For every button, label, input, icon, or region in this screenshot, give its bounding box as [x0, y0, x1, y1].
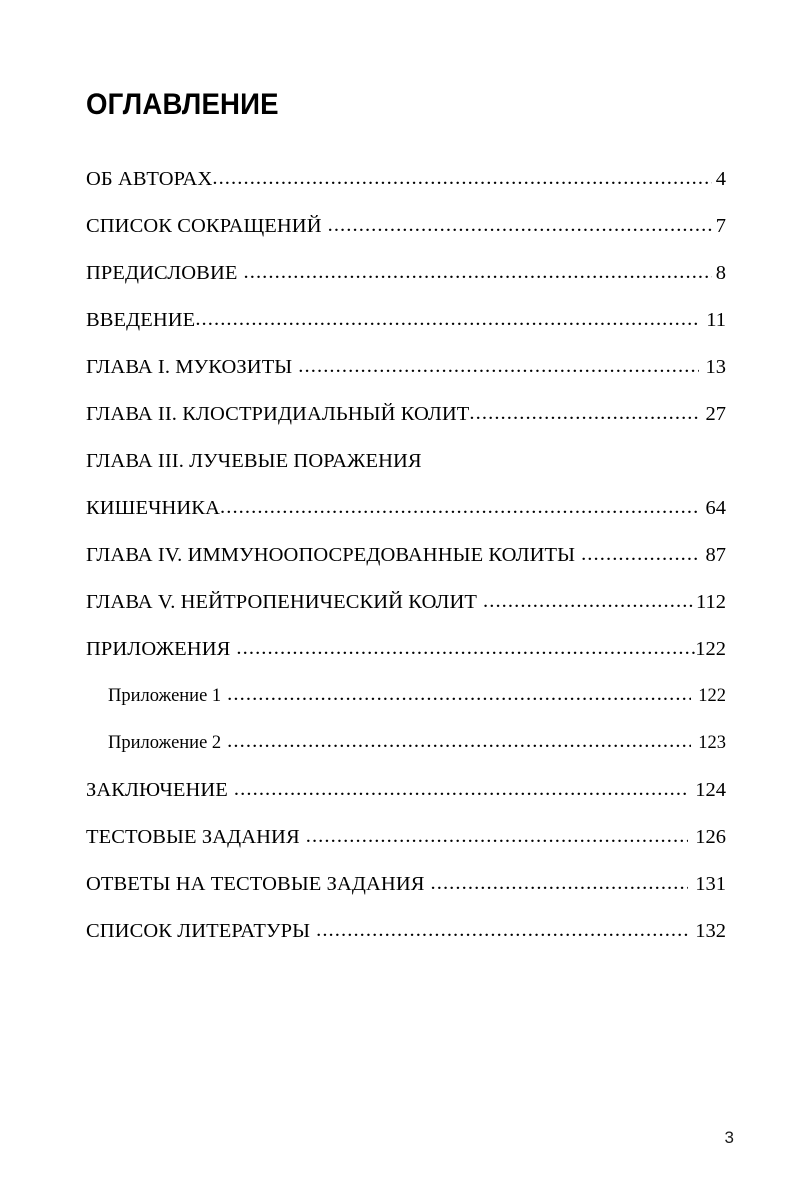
toc-entry-page-number: 124 — [695, 779, 726, 801]
toc-entry[interactable] — [86, 826, 726, 873]
toc-entry-page-number: 87 — [705, 544, 726, 566]
toc-entry-page-number: 8 — [715, 262, 726, 284]
toc-entry-label: ГЛАВА III. ЛУЧЕВЫЕ ПОРАЖЕНИЯ — [86, 450, 422, 472]
toc-entry[interactable] — [86, 873, 726, 920]
toc-entry-page-number: 126 — [695, 826, 726, 848]
toc-entry-label: ВВЕДЕНИЕ — [86, 309, 196, 331]
toc-entry[interactable] — [86, 779, 726, 826]
toc-entry[interactable] — [86, 732, 726, 779]
toc-entry-label: СПИСОК СОКРАЩЕНИЙ — [86, 215, 322, 237]
page-number-folio: 3 — [724, 1128, 734, 1147]
toc-entry-label: ТЕСТОВЫЕ ЗАДАНИЯ — [86, 826, 300, 848]
toc-entry-label: ПРИЛОЖЕНИЯ — [86, 638, 231, 660]
toc-entry-page-number: 131 — [695, 873, 726, 895]
toc-entry-label: Приложение 2 — [108, 733, 222, 753]
toc-dot-leader — [236, 638, 695, 659]
toc-entry-label: ГЛАВА IV. ИММУНООПОСРЕДОВАННЫЕ КОЛИТЫ — [86, 544, 576, 566]
toc-entry[interactable] — [86, 356, 726, 403]
page-title: ОГЛАВЛЕНИЕ — [86, 88, 279, 121]
toc-entry-label: ПРЕДИСЛОВИЕ — [86, 262, 238, 284]
toc-dot-leader — [234, 779, 688, 800]
toc-entry-page-number: 64 — [705, 497, 726, 519]
toc-dot-leader — [212, 168, 712, 189]
toc-entry-page-number: 112 — [696, 591, 726, 613]
toc-dot-leader — [316, 920, 688, 941]
toc-entry-page-number: 11 — [706, 309, 726, 331]
toc-entry-label: ОТВЕТЫ НА ТЕСТОВЫЕ ЗАДАНИЯ — [86, 873, 425, 895]
toc-entry[interactable] — [86, 591, 726, 638]
toc-entry-page-number: 13 — [705, 356, 726, 378]
toc-dot-leader — [227, 731, 691, 752]
toc-dot-leader — [195, 309, 699, 330]
toc-entry-page-number: 122 — [695, 638, 726, 660]
toc-entry-label: ГЛАВА I. МУКОЗИТЫ — [86, 356, 293, 378]
toc-entry-label: ГЛАВА II. КЛОСТРИДИАЛЬНЫЙ КОЛИТ — [86, 403, 470, 425]
toc-dot-leader — [431, 873, 689, 894]
toc-entry-page-number: 132 — [695, 920, 726, 942]
toc-dot-leader — [581, 544, 698, 565]
toc-dot-leader — [328, 215, 712, 236]
toc-entry[interactable] — [86, 685, 726, 732]
toc-entry[interactable] — [86, 450, 726, 497]
toc-entry-label: ЗАКЛЮЧЕНИЕ — [86, 779, 228, 801]
toc-entry[interactable] — [86, 497, 726, 544]
toc-entry-page-number: 27 — [705, 403, 726, 425]
toc-entry-page-number: 7 — [715, 215, 726, 237]
toc-entry[interactable] — [86, 168, 726, 215]
toc-entry-label: ГЛАВА V. НЕЙТРОПЕНИЧЕСКИЙ КОЛИТ — [86, 591, 477, 613]
toc-dot-leader — [298, 356, 698, 377]
toc-dot-leader — [227, 684, 691, 705]
toc-entry-label: КИШЕЧНИКА — [86, 497, 220, 519]
toc-entry[interactable] — [86, 638, 726, 685]
toc-entry[interactable] — [86, 403, 726, 450]
toc-dot-leader — [220, 497, 699, 518]
toc-entry-label: СПИСОК ЛИТЕРАТУРЫ — [86, 920, 311, 942]
toc-dot-leader — [469, 403, 698, 424]
toc-entry-page-number: 4 — [715, 168, 726, 190]
toc-entry-page-number: 122 — [698, 686, 726, 706]
toc-entry-page-number: 123 — [698, 733, 726, 753]
toc-entry[interactable] — [86, 544, 726, 591]
toc-entry[interactable] — [86, 920, 726, 967]
toc-entry-label: ОБ АВТОРАХ — [86, 168, 213, 190]
toc-dot-leader — [306, 826, 689, 847]
toc-dot-leader — [483, 591, 696, 612]
toc-entry[interactable] — [86, 262, 726, 309]
toc-dot-leader — [244, 262, 713, 283]
toc-entry-label: Приложение 1 — [108, 686, 222, 706]
toc-entry[interactable] — [86, 215, 726, 262]
toc-list — [86, 168, 726, 967]
toc-entry[interactable] — [86, 309, 726, 356]
